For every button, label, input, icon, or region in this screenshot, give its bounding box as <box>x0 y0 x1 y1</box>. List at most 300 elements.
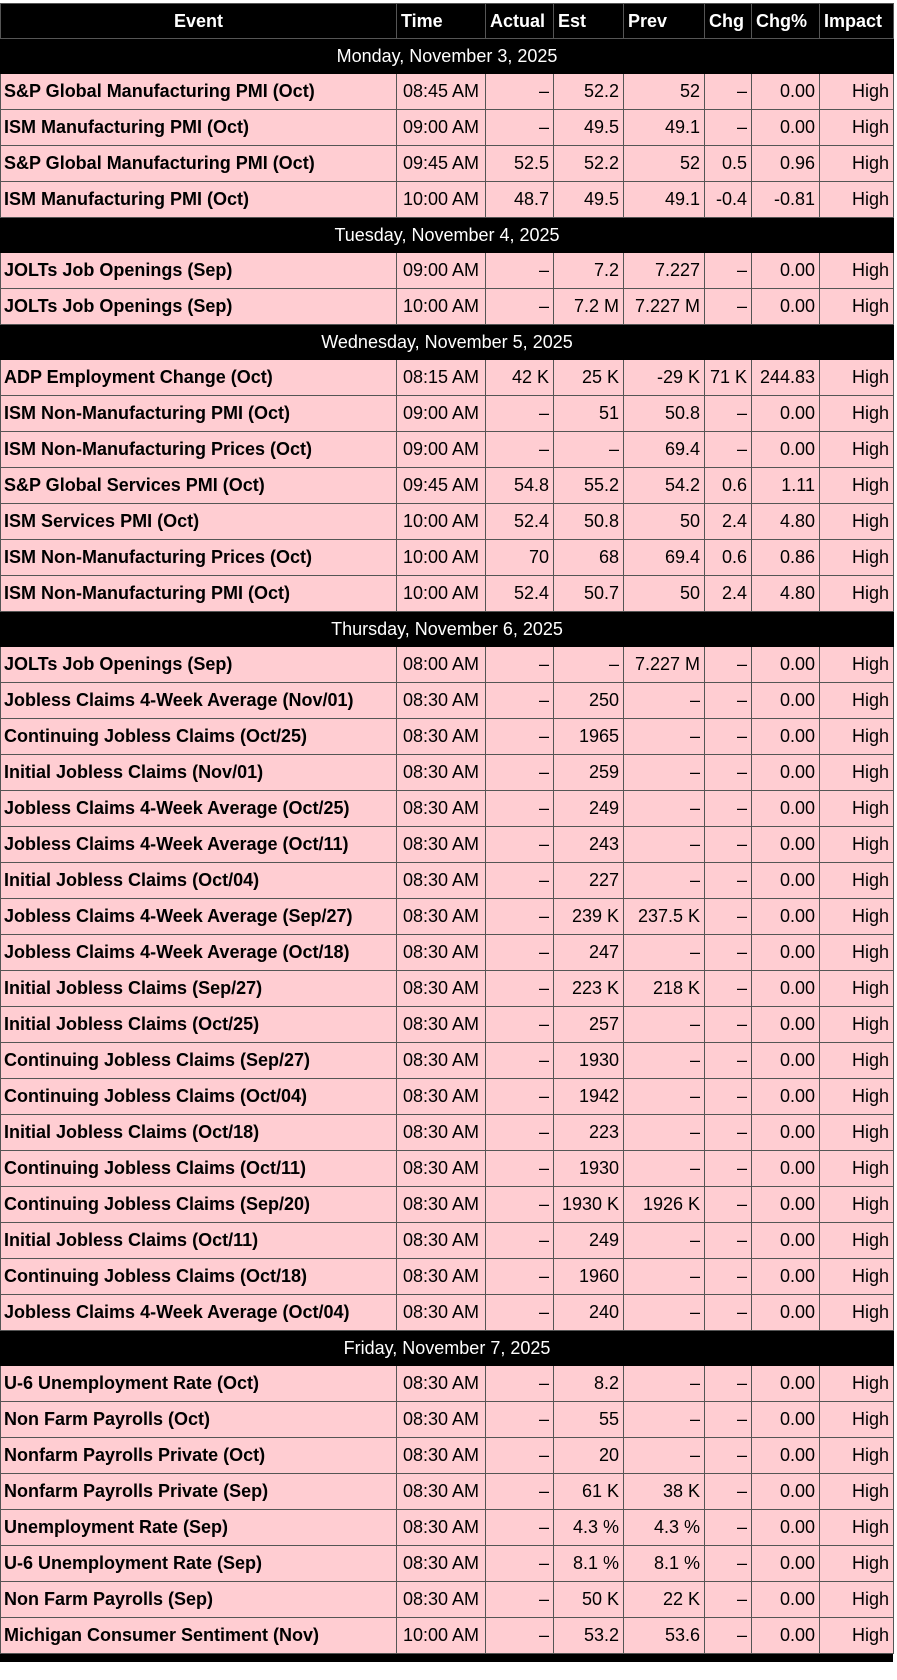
actual-cell: – <box>486 74 554 110</box>
chg-cell: – <box>705 863 752 899</box>
prev-cell: – <box>624 1402 705 1438</box>
est-cell: 49.5 <box>554 182 624 218</box>
prev-cell: 7.227 M <box>624 647 705 683</box>
table-row[interactable] <box>1 1618 894 1654</box>
impact-cell: High <box>820 396 894 432</box>
chg-cell: – <box>705 1115 752 1151</box>
day-label: Thursday, November 6, 2025 <box>1 612 894 647</box>
event-cell: Continuing Jobless Claims (Sep/20) <box>1 1187 397 1223</box>
impact-cell: High <box>820 1007 894 1043</box>
chg-percent-cell: 0.00 <box>752 791 820 827</box>
chg-percent-cell: 0.00 <box>752 1618 820 1654</box>
chg-percent-cell: 0.00 <box>752 1510 820 1546</box>
time-cell: 08:30 AM <box>397 899 486 935</box>
chg-cell: – <box>705 1618 752 1654</box>
table-row[interactable] <box>1 289 894 325</box>
impact-cell: High <box>820 683 894 719</box>
impact-cell: High <box>820 504 894 540</box>
event-cell: S&P Global Manufacturing PMI (Oct) <box>1 146 397 182</box>
day-header-row <box>1 39 894 74</box>
event-cell: Jobless Claims 4-Week Average (Oct/18) <box>1 935 397 971</box>
table-row[interactable] <box>1 683 894 719</box>
actual-cell: 70 <box>486 540 554 576</box>
impact-cell: High <box>820 182 894 218</box>
table-row[interactable] <box>1 1546 894 1582</box>
est-cell: 257 <box>554 1007 624 1043</box>
chg-cell: – <box>705 1438 752 1474</box>
chg-percent-cell: 0.00 <box>752 863 820 899</box>
time-cell: 08:15 AM <box>397 360 486 396</box>
header-prev: Prev <box>624 4 705 39</box>
table-row[interactable] <box>1 647 894 683</box>
prev-cell: 69.4 <box>624 432 705 468</box>
table-row[interactable] <box>1 755 894 791</box>
table-row[interactable] <box>1 468 894 504</box>
table-row[interactable] <box>1 1043 894 1079</box>
time-cell: 08:00 AM <box>397 647 486 683</box>
table-row[interactable] <box>1 1079 894 1115</box>
chg-cell: – <box>705 899 752 935</box>
actual-cell: – <box>486 110 554 146</box>
chg-cell: – <box>705 1366 752 1402</box>
table-row[interactable] <box>1 432 894 468</box>
impact-cell: High <box>820 74 894 110</box>
table-row[interactable] <box>1 1259 894 1295</box>
est-cell: 20 <box>554 1438 624 1474</box>
event-cell: Nonfarm Payrolls Private (Oct) <box>1 1438 397 1474</box>
prev-cell: – <box>624 683 705 719</box>
chg-cell: 2.4 <box>705 504 752 540</box>
actual-cell: 52.5 <box>486 146 554 182</box>
chg-cell: – <box>705 791 752 827</box>
impact-cell: High <box>820 1115 894 1151</box>
prev-cell: 38 K <box>624 1474 705 1510</box>
est-cell: 227 <box>554 863 624 899</box>
table-row[interactable] <box>1 971 894 1007</box>
event-cell: Michigan Consumer Sentiment (Nov) <box>1 1618 397 1654</box>
event-cell: Initial Jobless Claims (Sep/27) <box>1 971 397 1007</box>
est-cell: 247 <box>554 935 624 971</box>
table-bottom-bar <box>0 1654 893 1662</box>
actual-cell: – <box>486 863 554 899</box>
chg-percent-cell: 0.00 <box>752 971 820 1007</box>
chg-percent-cell: 0.00 <box>752 719 820 755</box>
header-actual: Actual <box>486 4 554 39</box>
chg-percent-cell: 0.00 <box>752 1474 820 1510</box>
actual-cell: – <box>486 1295 554 1331</box>
time-cell: 08:30 AM <box>397 791 486 827</box>
est-cell: 61 K <box>554 1474 624 1510</box>
time-cell: 08:30 AM <box>397 935 486 971</box>
chg-percent-cell: 0.00 <box>752 396 820 432</box>
chg-cell: – <box>705 289 752 325</box>
event-cell: Initial Jobless Claims (Oct/18) <box>1 1115 397 1151</box>
chg-percent-cell: 0.00 <box>752 1079 820 1115</box>
chg-cell: – <box>705 1259 752 1295</box>
impact-cell: High <box>820 253 894 289</box>
table-row[interactable] <box>1 899 894 935</box>
impact-cell: High <box>820 971 894 1007</box>
table-row[interactable] <box>1 74 894 110</box>
prev-cell: – <box>624 1223 705 1259</box>
chg-percent-cell: 0.00 <box>752 1115 820 1151</box>
actual-cell: 52.4 <box>486 504 554 540</box>
chg-percent-cell: 0.00 <box>752 432 820 468</box>
impact-cell: High <box>820 1546 894 1582</box>
event-cell: Unemployment Rate (Sep) <box>1 1510 397 1546</box>
time-cell: 08:30 AM <box>397 827 486 863</box>
est-cell: 8.2 <box>554 1366 624 1402</box>
prev-cell: 7.227 M <box>624 289 705 325</box>
time-cell: 08:30 AM <box>397 1043 486 1079</box>
est-cell: 250 <box>554 683 624 719</box>
impact-cell: High <box>820 755 894 791</box>
impact-cell: High <box>820 540 894 576</box>
chg-percent-cell: 0.00 <box>752 1582 820 1618</box>
event-cell: U-6 Unemployment Rate (Oct) <box>1 1366 397 1402</box>
table-row[interactable] <box>1 110 894 146</box>
est-cell: 1960 <box>554 1259 624 1295</box>
chg-cell: – <box>705 1187 752 1223</box>
actual-cell: – <box>486 1151 554 1187</box>
impact-cell: High <box>820 360 894 396</box>
actual-cell: – <box>486 289 554 325</box>
actual-cell: – <box>486 1546 554 1582</box>
prev-cell: 4.3 % <box>624 1510 705 1546</box>
impact-cell: High <box>820 1151 894 1187</box>
actual-cell: – <box>486 1223 554 1259</box>
event-cell: JOLTs Job Openings (Sep) <box>1 647 397 683</box>
est-cell: 7.2 M <box>554 289 624 325</box>
table-row[interactable] <box>1 1366 894 1402</box>
chg-percent-cell: 0.00 <box>752 1043 820 1079</box>
est-cell: 68 <box>554 540 624 576</box>
chg-cell: – <box>705 827 752 863</box>
impact-cell: High <box>820 1187 894 1223</box>
chg-cell: – <box>705 647 752 683</box>
table-row[interactable] <box>1 791 894 827</box>
chg-percent-cell: 0.00 <box>752 827 820 863</box>
day-label: Wednesday, November 5, 2025 <box>1 325 894 360</box>
est-cell: 55.2 <box>554 468 624 504</box>
time-cell: 08:30 AM <box>397 1438 486 1474</box>
actual-cell: 52.4 <box>486 576 554 612</box>
actual-cell: – <box>486 899 554 935</box>
prev-cell: 7.227 <box>624 253 705 289</box>
chg-cell: – <box>705 1007 752 1043</box>
event-cell: Jobless Claims 4-Week Average (Nov/01) <box>1 683 397 719</box>
event-cell: ADP Employment Change (Oct) <box>1 360 397 396</box>
header-chg: Chg <box>705 4 752 39</box>
actual-cell: – <box>486 1618 554 1654</box>
chg-percent-cell: 1.11 <box>752 468 820 504</box>
actual-cell: – <box>486 1510 554 1546</box>
header-time: Time <box>397 4 486 39</box>
impact-cell: High <box>820 1618 894 1654</box>
prev-cell: 69.4 <box>624 540 705 576</box>
time-cell: 10:00 AM <box>397 504 486 540</box>
impact-cell: High <box>820 827 894 863</box>
table-row[interactable] <box>1 540 894 576</box>
chg-percent-cell: 0.00 <box>752 1546 820 1582</box>
est-cell: 25 K <box>554 360 624 396</box>
time-cell: 08:30 AM <box>397 971 486 1007</box>
chg-cell: 71 K <box>705 360 752 396</box>
table-row[interactable] <box>1 1402 894 1438</box>
table-row[interactable] <box>1 863 894 899</box>
prev-cell: – <box>624 827 705 863</box>
est-cell: – <box>554 432 624 468</box>
est-cell: 223 <box>554 1115 624 1151</box>
chg-percent-cell: 244.83 <box>752 360 820 396</box>
impact-cell: High <box>820 647 894 683</box>
table-row[interactable] <box>1 1007 894 1043</box>
table-row[interactable] <box>1 504 894 540</box>
est-cell: 249 <box>554 1223 624 1259</box>
actual-cell: – <box>486 1079 554 1115</box>
table-row[interactable] <box>1 1187 894 1223</box>
actual-cell: – <box>486 791 554 827</box>
prev-cell: 237.5 K <box>624 899 705 935</box>
chg-percent-cell: 0.00 <box>752 1187 820 1223</box>
est-cell: 4.3 % <box>554 1510 624 1546</box>
chg-percent-cell: 0.00 <box>752 647 820 683</box>
impact-cell: High <box>820 899 894 935</box>
table-row[interactable] <box>1 396 894 432</box>
chg-cell: – <box>705 1582 752 1618</box>
actual-cell: – <box>486 1402 554 1438</box>
prev-cell: -29 K <box>624 360 705 396</box>
prev-cell: 50 <box>624 576 705 612</box>
impact-cell: High <box>820 110 894 146</box>
impact-cell: High <box>820 289 894 325</box>
est-cell: 7.2 <box>554 253 624 289</box>
header-row <box>1 4 894 39</box>
table-body <box>1 39 894 1654</box>
table-row[interactable] <box>1 935 894 971</box>
chg-percent-cell: 0.00 <box>752 899 820 935</box>
est-cell: 223 K <box>554 971 624 1007</box>
table-row[interactable] <box>1 253 894 289</box>
prev-cell: – <box>624 1007 705 1043</box>
chg-cell: – <box>705 1043 752 1079</box>
prev-cell: 8.1 % <box>624 1546 705 1582</box>
prev-cell: – <box>624 1079 705 1115</box>
time-cell: 08:30 AM <box>397 1366 486 1402</box>
chg-percent-cell: 0.00 <box>752 755 820 791</box>
prev-cell: 52 <box>624 146 705 182</box>
table-row[interactable] <box>1 1582 894 1618</box>
actual-cell: – <box>486 719 554 755</box>
prev-cell: – <box>624 1259 705 1295</box>
est-cell: – <box>554 647 624 683</box>
impact-cell: High <box>820 146 894 182</box>
chg-cell: – <box>705 110 752 146</box>
prev-cell: 1926 K <box>624 1187 705 1223</box>
prev-cell: – <box>624 1043 705 1079</box>
chg-cell: – <box>705 683 752 719</box>
event-cell: U-6 Unemployment Rate (Sep) <box>1 1546 397 1582</box>
time-cell: 09:45 AM <box>397 146 486 182</box>
chg-percent-cell: 0.96 <box>752 146 820 182</box>
chg-cell: – <box>705 1474 752 1510</box>
chg-percent-cell: 0.00 <box>752 74 820 110</box>
time-cell: 08:30 AM <box>397 1079 486 1115</box>
time-cell: 08:30 AM <box>397 1187 486 1223</box>
time-cell: 08:30 AM <box>397 1510 486 1546</box>
table-row[interactable] <box>1 576 894 612</box>
prev-cell: – <box>624 791 705 827</box>
time-cell: 08:30 AM <box>397 1223 486 1259</box>
time-cell: 08:30 AM <box>397 683 486 719</box>
actual-cell: – <box>486 1438 554 1474</box>
impact-cell: High <box>820 935 894 971</box>
event-cell: Non Farm Payrolls (Sep) <box>1 1582 397 1618</box>
event-cell: ISM Non-Manufacturing PMI (Oct) <box>1 576 397 612</box>
chg-percent-cell: 0.00 <box>752 1151 820 1187</box>
time-cell: 09:00 AM <box>397 432 486 468</box>
table-row[interactable] <box>1 719 894 755</box>
event-cell: Initial Jobless Claims (Oct/04) <box>1 863 397 899</box>
event-cell: JOLTs Job Openings (Sep) <box>1 253 397 289</box>
event-cell: Jobless Claims 4-Week Average (Oct/04) <box>1 1295 397 1331</box>
event-cell: Initial Jobless Claims (Nov/01) <box>1 755 397 791</box>
table-row[interactable] <box>1 1438 894 1474</box>
prev-cell: 53.6 <box>624 1618 705 1654</box>
impact-cell: High <box>820 1402 894 1438</box>
event-cell: Continuing Jobless Claims (Oct/04) <box>1 1079 397 1115</box>
est-cell: 1965 <box>554 719 624 755</box>
est-cell: 243 <box>554 827 624 863</box>
chg-cell: – <box>705 1546 752 1582</box>
impact-cell: High <box>820 1223 894 1259</box>
actual-cell: – <box>486 1259 554 1295</box>
day-label: Tuesday, November 4, 2025 <box>1 218 894 253</box>
prev-cell: 52 <box>624 74 705 110</box>
est-cell: 259 <box>554 755 624 791</box>
est-cell: 240 <box>554 1295 624 1331</box>
event-cell: ISM Non-Manufacturing Prices (Oct) <box>1 432 397 468</box>
est-cell: 249 <box>554 791 624 827</box>
time-cell: 09:00 AM <box>397 110 486 146</box>
event-cell: ISM Manufacturing PMI (Oct) <box>1 182 397 218</box>
impact-cell: High <box>820 1510 894 1546</box>
impact-cell: High <box>820 1295 894 1331</box>
table-row[interactable] <box>1 827 894 863</box>
impact-cell: High <box>820 1582 894 1618</box>
chg-cell: – <box>705 719 752 755</box>
day-label: Monday, November 3, 2025 <box>1 39 894 74</box>
event-cell: Non Farm Payrolls (Oct) <box>1 1402 397 1438</box>
chg-cell: – <box>705 1510 752 1546</box>
header-event: Event <box>1 4 397 39</box>
time-cell: 09:00 AM <box>397 253 486 289</box>
actual-cell: – <box>486 432 554 468</box>
time-cell: 08:30 AM <box>397 1546 486 1582</box>
chg-percent-cell: 0.00 <box>752 1366 820 1402</box>
est-cell: 50.7 <box>554 576 624 612</box>
chg-cell: – <box>705 432 752 468</box>
table-row[interactable] <box>1 1510 894 1546</box>
impact-cell: High <box>820 1366 894 1402</box>
event-cell: Initial Jobless Claims (Oct/25) <box>1 1007 397 1043</box>
table-row[interactable] <box>1 360 894 396</box>
table-row[interactable] <box>1 1115 894 1151</box>
time-cell: 10:00 AM <box>397 289 486 325</box>
prev-cell: – <box>624 1151 705 1187</box>
actual-cell: – <box>486 1043 554 1079</box>
prev-cell: 22 K <box>624 1582 705 1618</box>
chg-percent-cell: 0.00 <box>752 1223 820 1259</box>
actual-cell: 42 K <box>486 360 554 396</box>
actual-cell: – <box>486 1474 554 1510</box>
est-cell: 51 <box>554 396 624 432</box>
prev-cell: – <box>624 755 705 791</box>
est-cell: 1930 K <box>554 1187 624 1223</box>
table-row[interactable] <box>1 1474 894 1510</box>
impact-cell: High <box>820 468 894 504</box>
chg-cell: – <box>705 1402 752 1438</box>
header-est: Est <box>554 4 624 39</box>
prev-cell: 50 <box>624 504 705 540</box>
time-cell: 08:30 AM <box>397 1295 486 1331</box>
event-cell: Jobless Claims 4-Week Average (Oct/11) <box>1 827 397 863</box>
table-row[interactable] <box>1 1151 894 1187</box>
est-cell: 53.2 <box>554 1618 624 1654</box>
chg-percent-cell: 0.00 <box>752 935 820 971</box>
table-row[interactable] <box>1 146 894 182</box>
header-chg-percent: Chg% <box>752 4 820 39</box>
table-row[interactable] <box>1 182 894 218</box>
impact-cell: High <box>820 432 894 468</box>
prev-cell: 49.1 <box>624 182 705 218</box>
economic-calendar-table <box>0 3 894 1654</box>
chg-cell: – <box>705 1223 752 1259</box>
table-row[interactable] <box>1 1223 894 1259</box>
prev-cell: – <box>624 863 705 899</box>
chg-cell: – <box>705 755 752 791</box>
actual-cell: – <box>486 253 554 289</box>
table-row[interactable] <box>1 1295 894 1331</box>
time-cell: 08:30 AM <box>397 719 486 755</box>
chg-cell: – <box>705 971 752 1007</box>
event-cell: ISM Non-Manufacturing Prices (Oct) <box>1 540 397 576</box>
event-cell: Jobless Claims 4-Week Average (Oct/25) <box>1 791 397 827</box>
event-cell: Continuing Jobless Claims (Sep/27) <box>1 1043 397 1079</box>
est-cell: 52.2 <box>554 146 624 182</box>
chg-cell: -0.4 <box>705 182 752 218</box>
actual-cell: – <box>486 935 554 971</box>
est-cell: 8.1 % <box>554 1546 624 1582</box>
event-cell: ISM Non-Manufacturing PMI (Oct) <box>1 396 397 432</box>
event-cell: Continuing Jobless Claims (Oct/18) <box>1 1259 397 1295</box>
chg-cell: – <box>705 935 752 971</box>
actual-cell: – <box>486 1582 554 1618</box>
time-cell: 09:45 AM <box>397 468 486 504</box>
actual-cell: – <box>486 971 554 1007</box>
est-cell: 55 <box>554 1402 624 1438</box>
chg-cell: – <box>705 1151 752 1187</box>
est-cell: 50.8 <box>554 504 624 540</box>
prev-cell: – <box>624 1438 705 1474</box>
actual-cell: – <box>486 647 554 683</box>
impact-cell: High <box>820 863 894 899</box>
chg-cell: 0.6 <box>705 468 752 504</box>
est-cell: 1942 <box>554 1079 624 1115</box>
time-cell: 08:30 AM <box>397 1115 486 1151</box>
header-impact: Impact <box>820 4 894 39</box>
event-cell: ISM Services PMI (Oct) <box>1 504 397 540</box>
